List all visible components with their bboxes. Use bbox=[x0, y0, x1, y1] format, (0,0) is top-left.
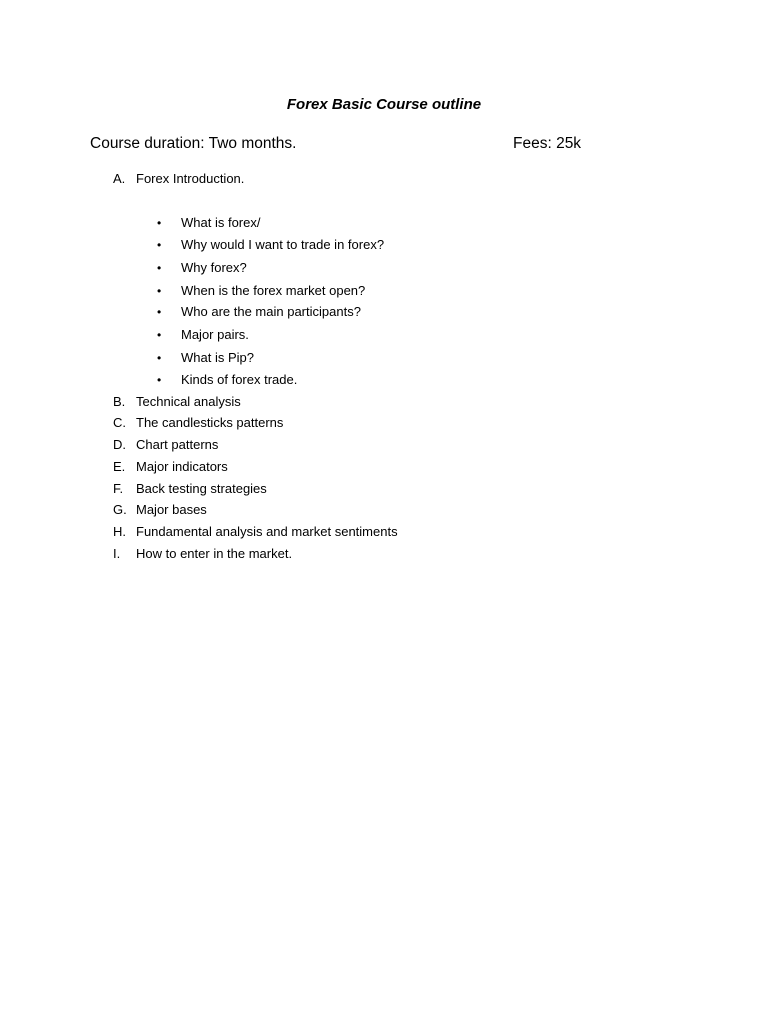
outline-label: How to enter in the market. bbox=[136, 546, 293, 561]
outline-letter: I. bbox=[113, 546, 121, 561]
outline-label: Major bases bbox=[136, 502, 207, 517]
outline-label: Fundamental analysis and market sentiments bbox=[136, 524, 398, 539]
bullet-text: Who are the main participants? bbox=[181, 304, 361, 319]
outline-letter: D. bbox=[113, 437, 126, 452]
bullet-text: Why forex? bbox=[181, 260, 247, 275]
outline-label: Major indicators bbox=[136, 459, 228, 474]
bullet-glyph: • bbox=[157, 373, 162, 387]
bullet-text: Major pairs. bbox=[181, 327, 249, 342]
bullet-glyph: • bbox=[157, 351, 162, 365]
outline-label: Back testing strategies bbox=[136, 481, 267, 496]
bullet-text: Why would I want to trade in forex? bbox=[181, 237, 385, 252]
bullet-glyph: • bbox=[157, 305, 162, 319]
outline-label: Chart patterns bbox=[136, 437, 219, 452]
bullet-text: Kinds of forex trade. bbox=[181, 372, 298, 387]
outline-letter: G. bbox=[113, 502, 127, 517]
bullet-text: What is Pip? bbox=[181, 350, 254, 365]
bullet-glyph: • bbox=[157, 328, 162, 342]
bullet-glyph: • bbox=[157, 216, 162, 230]
outline-letter: E. bbox=[113, 459, 126, 474]
outline-letter: B. bbox=[113, 394, 126, 409]
outline-letter: C. bbox=[113, 415, 126, 430]
outline-label: Technical analysis bbox=[136, 394, 241, 409]
outline-letter: H. bbox=[113, 524, 126, 539]
outline-label: The candlesticks patterns bbox=[136, 415, 284, 430]
bullet-text: What is forex/ bbox=[181, 215, 261, 230]
bullet-glyph: • bbox=[157, 284, 162, 298]
course-fees: Fees: 25k bbox=[513, 135, 582, 152]
outline-label: Forex Introduction. bbox=[136, 171, 245, 186]
bullet-glyph: • bbox=[157, 238, 162, 252]
course-meta-row bbox=[90, 133, 590, 155]
outline-letter: F. bbox=[113, 481, 124, 496]
document-title: Forex Basic Course outline bbox=[286, 96, 482, 113]
bullet-glyph: • bbox=[157, 261, 162, 275]
course-duration: Course duration: Two months. bbox=[90, 135, 297, 152]
outline-letter: A. bbox=[113, 171, 126, 186]
bullet-text: When is the forex market open? bbox=[181, 283, 366, 298]
